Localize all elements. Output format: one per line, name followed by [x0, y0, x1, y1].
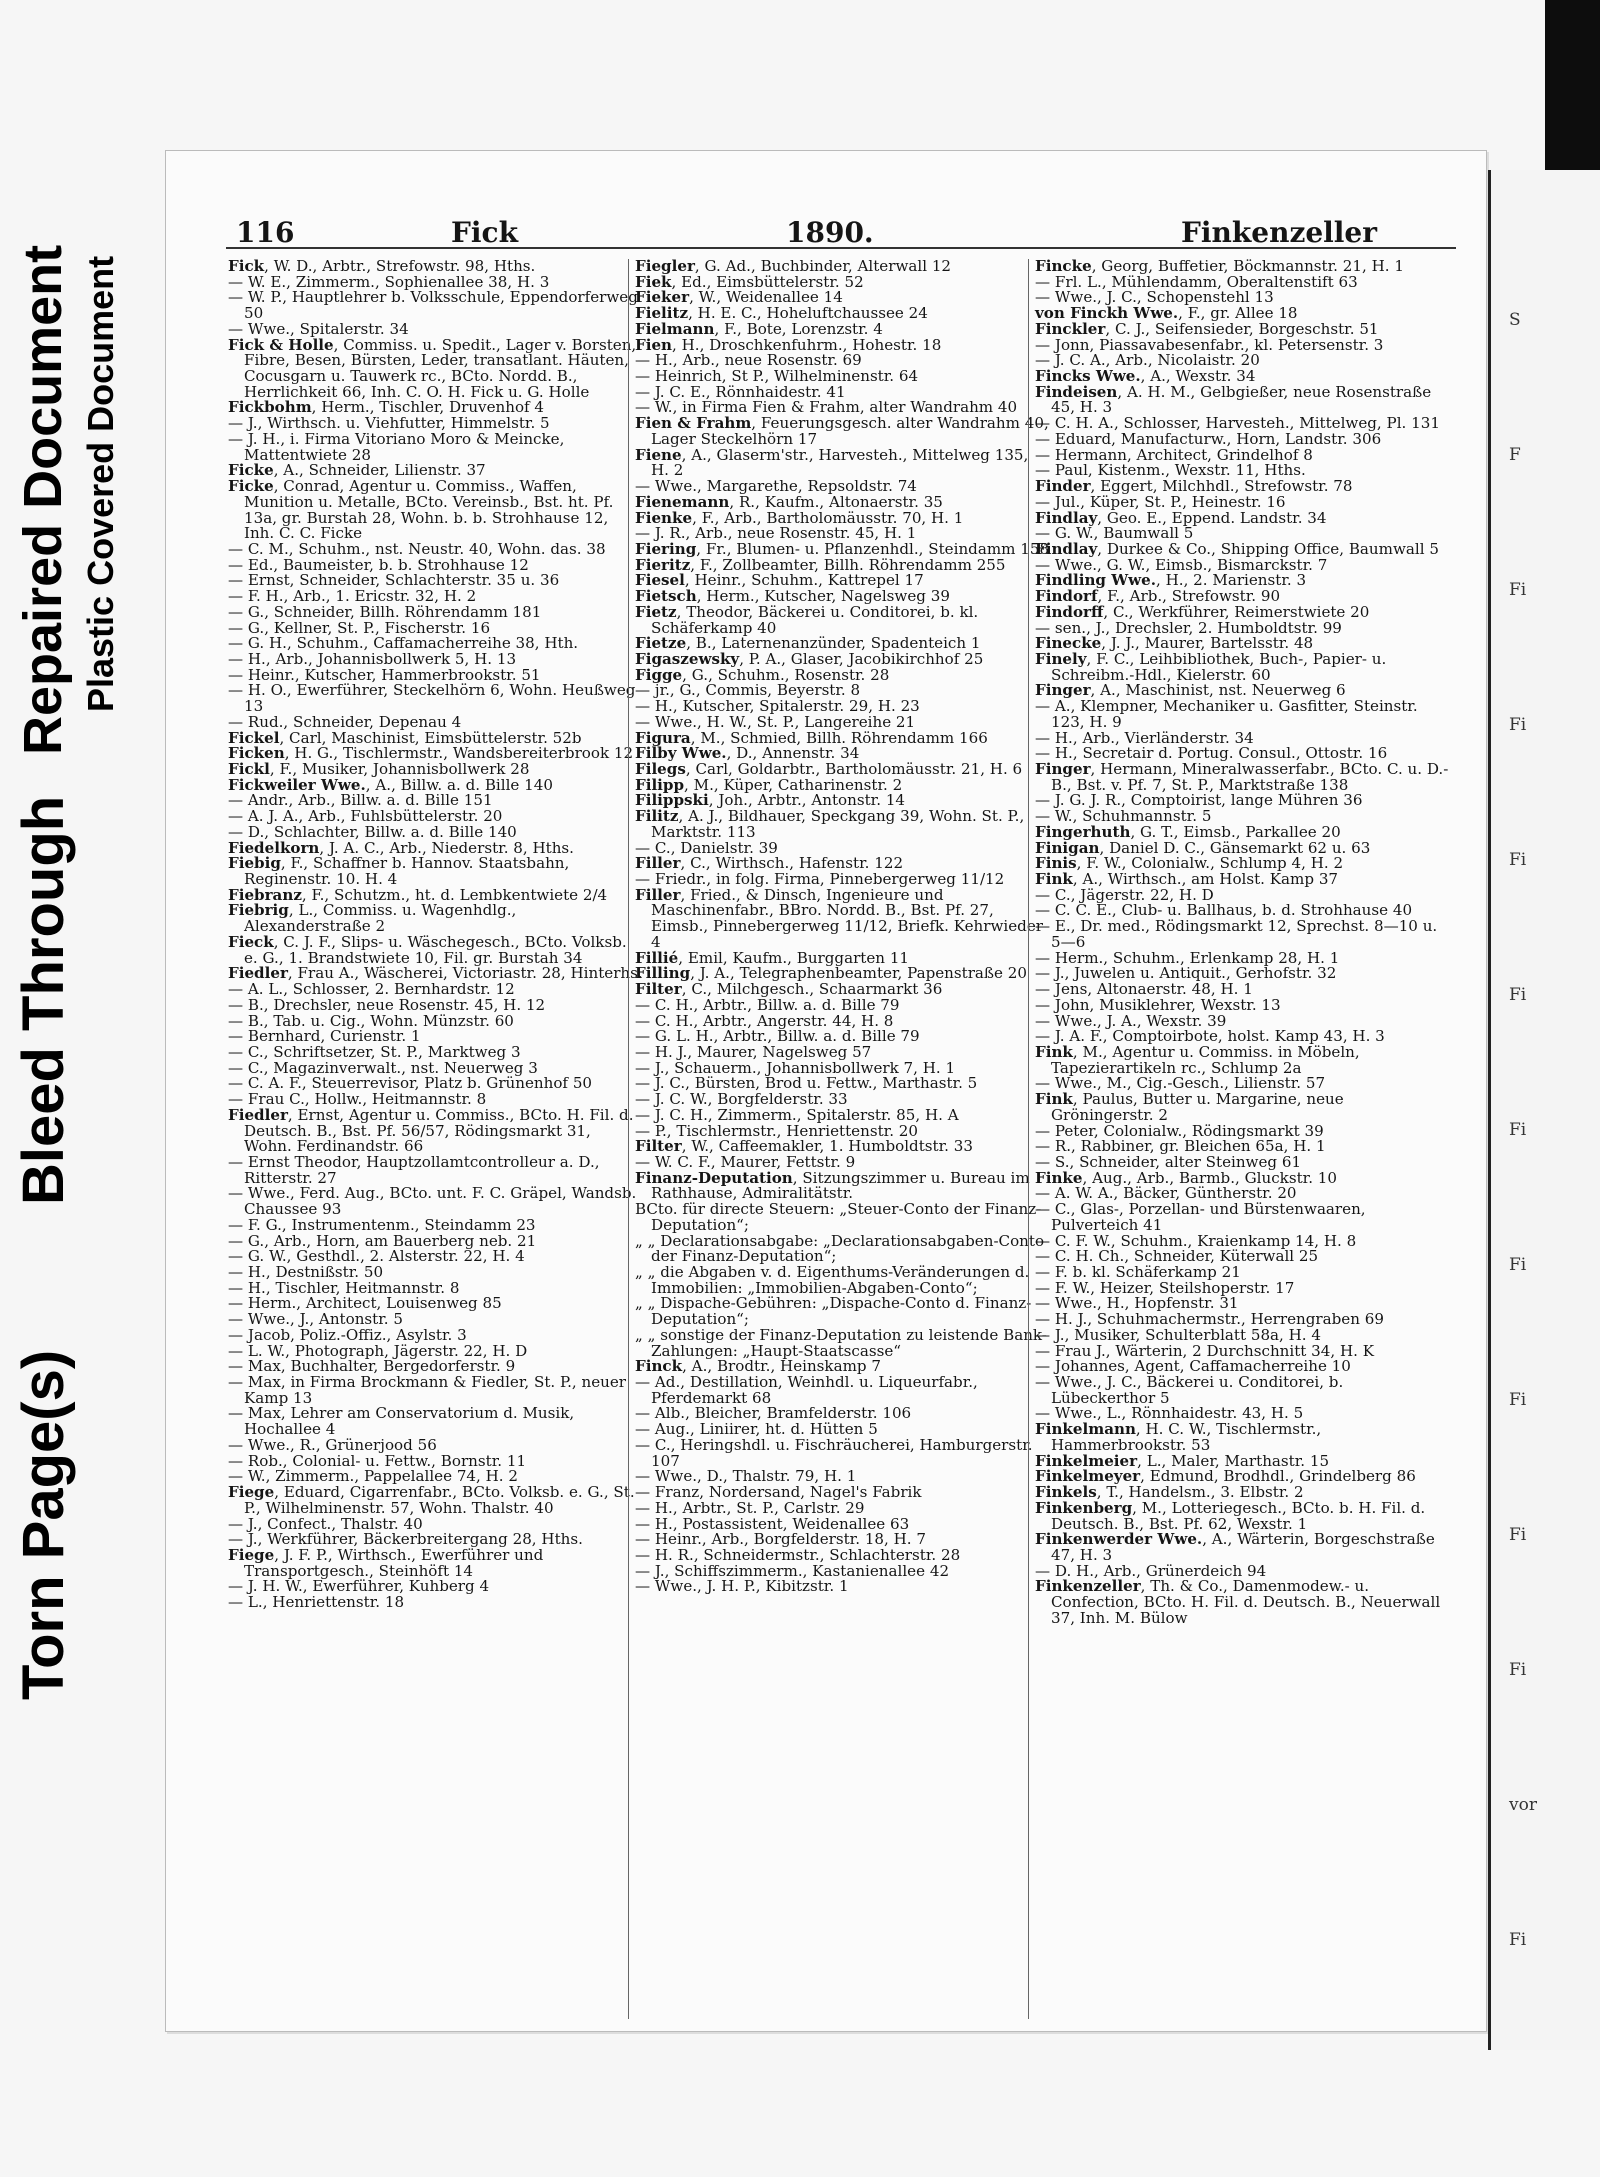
directory-entry: — Wwe., H. W., St. P., Langereihe 21: [635, 712, 916, 731]
directory-entry: — C., Heringshdl. u. Fischräucherei, Hamburgerstr. 107: [635, 1435, 1033, 1470]
repaired-document-label: Repaired Document: [13, 244, 73, 755]
directory-entry: Fingerhuth, G. T., Eimsb., Parkallee 20: [1035, 822, 1341, 841]
facing-page-fragment: vor: [1509, 1795, 1537, 1815]
directory-entry: — A. L., Schlosser, 2. Bernhardstr. 12: [228, 980, 515, 999]
page-header: [166, 216, 1486, 256]
directory-entry: — John, Musiklehrer, Wexstr. 13: [1035, 995, 1281, 1014]
directory-entry: Finkelmeier, L., Maler, Marthastr. 15: [1035, 1451, 1330, 1470]
directory-entry: — Peter, Colonialw., Rödingsmarkt 39: [1035, 1121, 1324, 1140]
directory-entry: Fieck, C. J. F., Slips- u. Wäschegesch., BCto. Volksb. e. G., 1. Brandstwiete 10, Fil. gr. Burstah 34: [228, 932, 627, 967]
directory-entry: — Ernst, Schneider, Schlachterstr. 35 u. 36: [228, 571, 560, 590]
facing-page-fragment: Fi: [1509, 985, 1527, 1005]
directory-entry: Fiege, Eduard, Cigarrenfabr., BCto. Volksb. e. G., St. P., Wilhelminenstr. 57, Wohn. Thalstr. 40: [228, 1483, 635, 1517]
directory-entry: — S., Schneider, alter Steinweg 61: [1035, 1152, 1302, 1171]
directory-entry: Finger, Hermann, Mineralwasserfabr., BCto. C. u. D.-B., Bst. v. Pf. 7, St. P., Marktstraße 138: [1035, 760, 1449, 794]
directory-entry: Finck, A., Brodtr., Heinskamp 7: [635, 1357, 881, 1376]
directory-entry: Fink, Paulus, Butter u. Margarine, neue Gröningerstr. 2: [1035, 1090, 1344, 1124]
directory-entry: — E., Dr. med., Rödingsmarkt 12, Sprechst. 8—10 u. 5—6: [1035, 917, 1438, 951]
directory-entry: — J. C. H., Zimmerm., Spitalerstr. 85, H. A: [635, 1105, 959, 1124]
directory-entry: „ „ Declarationsabgabe: „Declarationsabgaben-Conto der Finanz-Deputation“;: [635, 1231, 1045, 1266]
directory-entry: Fieritz, F., Zollbeamter, Billh. Röhrendamm 255: [635, 555, 1006, 574]
directory-entry: Fink, M., Agentur u. Commiss. in Möbeln, Tapezierartikeln rc., Schlump 2a: [1035, 1042, 1360, 1077]
directory-entry: Fiege, J. F. P., Wirthsch., Ewerführer und Transportgesch., Steinhöft 14: [228, 1545, 544, 1580]
directory-entry: — Eduard, Manufacturw., Horn, Landstr. 306: [1035, 429, 1382, 448]
directory-entry: — J., Schiffszimmerm., Kastanienallee 42: [635, 1561, 950, 1580]
directory-entry: — C., Glas-, Porzellan- und Bürstenwaaren, Pulverteich 41: [1035, 1200, 1366, 1234]
directory-entry: Filter, W., Caffeemakler, 1. Humboldtstr. 33: [635, 1137, 973, 1156]
directory-entry: Fienke, F., Arb., Bartholomäusstr. 70, H. 1: [635, 508, 964, 527]
directory-entry: — W. C. F., Maurer, Fettstr. 9: [635, 1152, 856, 1171]
directory-entry: Findlay, Geo. E., Eppend. Landstr. 34: [1035, 508, 1327, 527]
directory-entry: — L., Henriettenstr. 18: [228, 1593, 405, 1612]
directory-entry: von Finckh Wwe., F., gr. Allee 18: [1035, 304, 1298, 323]
directory-entry: — A., Klempner, Mechaniker u. Gasfitter, Steinstr. 123, H. 9: [1035, 697, 1418, 731]
plastic-covered-label: Plastic Covered Document: [80, 255, 121, 712]
directory-entry: — G. W., Baumwall 5: [1035, 524, 1194, 543]
directory-entry: Fiedler, Ernst, Agentur u. Commiss., BCto. H. Fil. d. Deutsch. B., Bst. Pf. 56/57, Rödingsmarkt 31, Wohn. Ferdinandstr. 66: [228, 1105, 634, 1156]
facing-page-fragment: Fi: [1509, 715, 1527, 735]
directory-entry: — B., Tab. u. Cig., Wohn. Münzstr. 60: [228, 1011, 514, 1030]
directory-entry: — F. W., Heizer, Steilshoperstr. 17: [1035, 1278, 1295, 1297]
directory-entry: Fickbohm, Herm., Tischler, Druvenhof 4: [228, 398, 545, 417]
directory-entry: — Wwe., R., Grünerjood 56: [228, 1435, 437, 1454]
directory-entry: — G. L. H., Arbtr., Billw. a. d. Bille 79: [635, 1027, 920, 1046]
directory-entry: — Max, Buchhalter, Bergedorferstr. 9: [228, 1357, 516, 1376]
directory-entry: — Ed., Baumeister, b. b. Strohhause 12: [228, 555, 529, 574]
directory-entry: Fien & Frahm, Feuerungsgesch. alter Wandrahm 40, Lager Steckelhörn 17: [635, 414, 1049, 448]
directory-entry: — C. H. Ch., Schneider, Küterwall 25: [1035, 1247, 1319, 1266]
directory-entry: — W., Zimmerm., Pappelallee 74, H. 2: [228, 1467, 518, 1486]
facing-page-fragment: Fi: [1509, 1255, 1527, 1275]
directory-entry: — J. C., Bürsten, Brod u. Fettw., Marthastr. 5: [635, 1074, 978, 1093]
directory-entry: Finis, F. W., Colonialw., Schlump 4, H. 2: [1035, 854, 1344, 873]
directory-entry: — Wwe., L., Rönnhaidestr. 43, H. 5: [1035, 1404, 1304, 1423]
directory-entry: Figaszewsky, P. A., Glaser, Jacobikirchhof 25: [635, 649, 984, 668]
header-first-name: Fick: [451, 216, 518, 249]
directory-entry: — G. H., Schuhm., Caffamacherreihe 38, Hth.: [228, 634, 579, 653]
directory-entry: — H., Secretair d. Portug. Consul., Ottostr. 16: [1035, 744, 1388, 763]
directory-entry: Finanz-Deputation, Sitzungszimmer u. Bureau im Rathhause, Admiralitätstr.: [635, 1168, 1030, 1203]
directory-entry: — H. O., Ewerführer, Steckelhörn 6, Wohn. Heußweg 13: [228, 681, 636, 716]
directory-entry: Fiedelkorn, J. A. C., Arb., Niederstr. 8, Hths.: [228, 838, 574, 857]
directory-entry: — Wwe., G. W., Eimsb., Bismarckstr. 7: [1035, 555, 1328, 574]
directory-entry: Fincke, Georg, Buffetier, Böckmannstr. 21, H. 1: [1035, 259, 1404, 275]
directory-entry: — Wwe., J. H. P., Kibitzstr. 1: [635, 1577, 849, 1596]
directory-entry: — Heinr., Arb., Borgfelderstr. 18, H. 7: [635, 1530, 926, 1549]
directory-entry: — C. H. A., Schlosser, Harvesteh., Mittelweg, Pl. 131: [1035, 414, 1440, 433]
directory-entry: — Friedr., in folg. Firma, Pinnebergerweg 11/12: [635, 870, 1005, 889]
directory-entry: Fick, W. D., Arbtr., Strefowstr. 98, Hths.: [228, 259, 536, 275]
directory-entry: — G., Kellner, St. P., Fischerstr. 16: [228, 618, 491, 637]
directory-entry: Finkenwerder Wwe., A., Wärterin, Borgeschstraße 47, H. 3: [1035, 1530, 1435, 1564]
facing-page-fragment: Fi: [1509, 1930, 1527, 1950]
directory-entry: — A. W. A., Bäcker, Güntherstr. 20: [1035, 1184, 1297, 1203]
directory-entry: Fincks Wwe., A., Wexstr. 34: [1035, 367, 1256, 386]
header-last-name: Finkenzeller: [1181, 216, 1377, 249]
facing-page-fragment: S: [1509, 310, 1521, 330]
directory-entry: Fiesel, Heinr., Schuhm., Kattrepel 17: [635, 571, 924, 590]
directory-entry: „ „ sonstige der Finanz-Deputation zu leistende Bank-Zahlungen: „Haupt-Staatscasse“: [635, 1325, 1047, 1360]
directory-entry: — C. M., Schuhm., nst. Neustr. 40, Wohn. das. 38: [228, 539, 606, 558]
directory-entry: Ficke, A., Schneider, Lilienstr. 37: [228, 461, 486, 480]
directory-entry: Finely, F. C., Leihbibliothek, Buch-, Papier- u. Schreibm.-Hdl., Kielerstr. 60: [1035, 649, 1387, 684]
directory-entry: Ficken, H. G., Tischlermstr., Wandsbereiterbrook 12: [228, 744, 634, 763]
directory-entry: — R., Rabbiner, gr. Bleichen 65a, H. 1: [1035, 1137, 1326, 1156]
directory-page: [165, 150, 1487, 2032]
directory-entry: BCto. für directe Steuern: „Steuer-Conto der Finanz-Deputation“;: [635, 1200, 1042, 1234]
directory-entry: Fiering, Fr., Blumen- u. Pflanzenhdl., Steindamm 158: [635, 539, 1050, 558]
facing-page-edge: [1488, 170, 1600, 2050]
directory-entry: — Wwe., Margarethe, Repsoldstr. 74: [635, 477, 917, 496]
directory-entry: — J., Werkführer, Bäckerbreitergang 28, Hths.: [228, 1530, 583, 1549]
directory-entry: — Johannes, Agent, Caffamacherreihe 10: [1035, 1357, 1351, 1376]
directory-entry: Filegs, Carl, Goldarbtr., Bartholomäusstr. 21, H. 6: [635, 760, 1023, 778]
directory-entry: „ „ Dispache-Gebühren: „Dispache-Conto d. Finanz-Deputation“;: [635, 1294, 1032, 1329]
directory-entry: — Wwe., M., Cig.-Gesch., Lilienstr. 57: [1035, 1074, 1326, 1093]
facing-page-fragment: F: [1509, 445, 1521, 465]
facing-page-fragment: Fi: [1509, 850, 1527, 870]
directory-entry: — J. C. A., Arb., Nicolaistr. 20: [1035, 351, 1260, 370]
header-year: 1890.: [786, 216, 874, 249]
directory-entry: — J. C. E., Rönnhaidestr. 41: [635, 382, 846, 401]
directory-entry: Fickweiler Wwe., A., Billw. a. d. Bille 140: [228, 775, 553, 794]
bleed-through-label: Bleed Through: [11, 795, 76, 1205]
directory-entry: — F. H., Arb., 1. Ericstr. 32, H. 2: [228, 587, 477, 606]
directory-entry: Filippski, Joh., Arbtr., Antonstr. 14: [635, 791, 906, 810]
facing-page-fragment: Fi: [1509, 1120, 1527, 1140]
directory-entry: — H. J., Schuhmachermstr., Herrengraben 69: [1035, 1310, 1384, 1329]
directory-entry: — G., Schneider, Billh. Röhrendamm 181: [228, 602, 542, 621]
directory-entry: Fielitz, H. E. C., Hoheluftchaussee 24: [635, 304, 928, 323]
directory-entry: — Bernhard, Curienstr. 1: [228, 1027, 421, 1046]
directory-entry: — J., Juwelen u. Antiquit., Gerhofstr. 32: [1035, 964, 1337, 983]
directory-entry: — J., Musiker, Schulterblatt 58a, H. 4: [1035, 1325, 1321, 1344]
facing-page-fragment: Fi: [1509, 580, 1527, 600]
directory-entry: — P., Tischlermstr., Henriettenstr. 20: [635, 1121, 918, 1140]
directory-entry: — Wwe., J. A., Wexstr. 39: [1035, 1011, 1227, 1030]
directory-entry: — Wwe., J., Antonstr. 5: [228, 1310, 403, 1329]
directory-entry: — jr., G., Commis, Beyerstr. 8: [635, 681, 861, 700]
directory-entry: Fiebrig, L., Commiss. u. Wagenhdlg., Alexanderstraße 2: [228, 901, 517, 936]
directory-entry: — J., Schauerm., Johannisbollwerk 7, H. 1: [635, 1058, 956, 1077]
directory-entry: Fiegler, G. Ad., Buchbinder, Alterwall 12: [635, 259, 952, 275]
directory-entry: Fiek, Ed., Eimsbüttelerstr. 52: [635, 272, 864, 291]
directory-entry: Fietze, B., Laternenanzünder, Spadenteich 1: [635, 634, 981, 653]
directory-entry: — C. A. F., Steuerrevisor, Platz b. Grünenhof 50: [228, 1074, 593, 1093]
facing-page-fragment: Fi: [1509, 1390, 1527, 1410]
directory-entry: Finkels, T., Handelsm., 3. Elbstr. 2: [1035, 1483, 1304, 1502]
directory-entry: — J. H. W., Ewerführer, Kuhberg 4: [228, 1577, 490, 1596]
directory-entry: — Heinrich, St P., Wilhelminenstr. 64: [635, 367, 919, 386]
directory-entry: Ficke, Conrad, Agentur u. Commiss., Waffen, Munition u. Metalle, BCto. Vereinsb., Bst. ht. Pf. 13a, gr. Burstah 28, Wohn. b. b. Strohhause 12, Inh. C. C. Ficke: [228, 477, 614, 543]
directory-entry: Figura, M., Schmied, Billh. Röhrendamm 166: [635, 728, 988, 747]
directory-entry: Finckler, C. J., Seifensieder, Borgeschstr. 51: [1035, 319, 1379, 338]
directory-entry: — Herm., Schuhm., Erlenkamp 28, H. 1: [1035, 948, 1340, 967]
column-3: [1028, 259, 1450, 2019]
directory-entry: — Herm., Architect, Louisenweg 85: [228, 1294, 502, 1313]
directory-entry: — Wwe., Spitalerstr. 34: [228, 319, 409, 338]
directory-entry: — B., Drechsler, neue Rosenstr. 45, H. 12: [228, 995, 546, 1014]
directory-entry: — Wwe., J. C., Schopenstehl 13: [1035, 288, 1274, 307]
directory-entry: — Max, Lehrer am Conservatorium d. Musik, Hochallee 4: [228, 1404, 575, 1439]
directory-entry: — Jacob, Poliz.-Offiz., Asylstr. 3: [228, 1325, 467, 1344]
directory-entry: — Hermann, Architect, Grindelhof 8: [1035, 445, 1313, 464]
directory-entry: „ „ die Abgaben v. d. Eigenthums-Veränderungen d. Immobilien: „Immobilien-Abgaben-Conto“;: [635, 1263, 1030, 1297]
directory-entry: Findorff, C., Werkführer, Reimerstwiete 20: [1035, 602, 1370, 621]
directory-entry: Filitz, A. J., Bildhauer, Speckgang 39, Wohn. St. P., Marktstr. 113: [635, 807, 1025, 841]
directory-entry: — J. H., i. Firma Vitoriano Moro & Meincke, Mattentwiete 28: [228, 429, 565, 464]
directory-entry: — C. H., Arbtr., Billw. a. d. Bille 79: [635, 995, 900, 1014]
directory-entry: — W. E., Zimmerm., Sophienallee 38, H. 3: [228, 272, 550, 291]
directory-entry: Filler, C., Wirthsch., Hafenstr. 122: [635, 854, 904, 873]
directory-entry: — Frau J., Wärterin, 2 Durchschnitt 34, H. K: [1035, 1341, 1374, 1360]
directory-entry: — H., Kutscher, Spitalerstr. 29, H. 23: [635, 697, 920, 716]
column-1: [228, 259, 643, 2019]
directory-entry: — C., Magazinverwalt., nst. Neuerweg 3: [228, 1058, 538, 1077]
directory-entry: — H., Arb., Vierländerstr. 34: [1035, 728, 1254, 747]
directory-entry: Findling Wwe., H., 2. Marienstr. 3: [1035, 571, 1307, 590]
directory-entry: — C. H., Arbtr., Angerstr. 44, H. 8: [635, 1011, 894, 1030]
directory-entry: — Heinr., Kutscher, Hammerbrookstr. 51: [228, 665, 541, 684]
directory-entry: — A. J. A., Arb., Fuhlsbüttelerstr. 20: [228, 807, 503, 826]
directory-entry: — Wwe., D., Thalstr. 79, H. 1: [635, 1467, 857, 1486]
directory-entry: — J. R., Arb., neue Rosenstr. 45, H. 1: [635, 524, 917, 543]
directory-entry: — Rud., Schneider, Depenau 4: [228, 712, 462, 731]
header-rule: [226, 247, 1456, 249]
directory-entry: Finke, Aug., Arb., Barmb., Gluckstr. 10: [1035, 1168, 1337, 1187]
directory-entry: Finder, Eggert, Milchhdl., Strefowstr. 78: [1035, 477, 1353, 496]
directory-entry: Fieker, W., Weidenallee 14: [635, 288, 843, 307]
directory-entry: — Andr., Arb., Billw. a. d. Bille 151: [228, 791, 493, 810]
directory-entry: — J. C. W., Borgfelderstr. 33: [635, 1090, 848, 1109]
directory-entry: — Jul., Küper, St. P., Heinestr. 16: [1035, 492, 1286, 511]
directory-entry: Finkenzeller, Th. & Co., Damenmodew.- u. Confection, BCto. H. Fil. d. Deutsch. B., Neuerwall 37, Inh. M. Bülow: [1035, 1577, 1441, 1627]
directory-entry: Finecke, J. J., Maurer, Bartelsstr. 48: [1035, 634, 1314, 653]
directory-entry: — Jonn, Piassavabesenfabr., kl. Petersenstr. 3: [1035, 335, 1384, 354]
directory-entry: Figge, G., Schuhm., Rosenstr. 28: [635, 665, 890, 684]
directory-entry: Filler, Fried., & Dinsch, Ingenieure und Maschinenfabr., BBro. Nordd. B., Bst. Pf. 27, Eimsb., Pinnebergerweg 11/12, Briefk. Kehrwieder 4: [635, 885, 1043, 951]
directory-entry: — Aug., Liniirer, ht. d. Hütten 5: [635, 1420, 878, 1439]
directory-entry: — Jens, Altonaerstr. 48, H. 1: [1035, 980, 1253, 999]
directory-entry: Filter, C., Milchgesch., Schaarmarkt 36: [635, 980, 943, 999]
column-2: [628, 259, 1050, 2019]
directory-entry: — Wwe., J. C., Bäckerei u. Conditorei, b. Lübeckerthor 5: [1035, 1373, 1344, 1407]
directory-entry: — Rob., Colonial- u. Fettw., Bornstr. 11: [228, 1451, 527, 1470]
directory-entry: — C., Jägerstr. 22, H. D: [1035, 885, 1214, 904]
directory-entry: Finkelmeyer, Edmund, Brodhdl., Grindelberg 86: [1035, 1467, 1416, 1486]
directory-entry: — W., Schuhmannstr. 5: [1035, 807, 1212, 826]
directory-entry: — C. C. E., Club- u. Ballhaus, b. d. Strohhause 40: [1035, 901, 1413, 920]
directory-entry: — J., Wirthsch. u. Viehfutter, Himmelstr. 5: [228, 414, 550, 433]
directory-entry: Fickl, F., Musiker, Johannisbollwerk 28: [228, 760, 530, 778]
directory-entry: Fietz, Theodor, Bäckerei u. Conditorei, b. kl. Schäferkamp 40: [635, 602, 979, 637]
directory-entry: — sen., J., Drechsler, 2. Humboldtstr. 99: [1035, 618, 1342, 637]
directory-entry: — Ernst Theodor, Hauptzollamtcontrolleur a. D., Ritterstr. 27: [228, 1152, 600, 1187]
directory-entry: — F. b. kl. Schäferkamp 21: [1035, 1263, 1241, 1281]
facing-page-fragment: Fi: [1509, 1660, 1527, 1680]
directory-entry: — Ad., Destillation, Weinhdl. u. Liqueurfabr., Pferdemarkt 68: [635, 1373, 978, 1407]
directory-entry: Fick & Holle, Commiss. u. Spedit., Lager v. Borsten, Fibre, Besen, Bürsten, Leder, transatlant. Häuten, Cocusgarn u. Tauwerk rc., BCto. Nordd. B., Herrlichkeit 66, Inh. C. O. H. Fick u. G. Holle: [228, 335, 637, 401]
directory-entry: — C. F. W., Schuhm., Kraienkamp 14, H. 8: [1035, 1231, 1357, 1250]
directory-entry: — H. R., Schneidermstr., Schlachterstr. 28: [635, 1545, 961, 1564]
directory-entry: Fielmann, F., Bote, Lorenzstr. 4: [635, 319, 883, 338]
directory-entry: — D., Schlachter, Billw. a. d. Bille 140: [228, 822, 517, 841]
scanner-edge: [1545, 0, 1600, 170]
directory-entry: Fienemann, R., Kaufm., Altonaerstr. 35: [635, 492, 943, 511]
directory-entry: Finkenberg, M., Lotteriegesch., BCto. b. H. Fil. d. Deutsch. B., Bst. Pf. 62, Wexstr. 1: [1035, 1498, 1426, 1533]
directory-entry: — C., Danielstr. 39: [635, 838, 778, 857]
directory-entry: — D. H., Arb., Grünerdeich 94: [1035, 1561, 1267, 1580]
directory-entry: — J. G. J. R., Comptoirist, lange Mühren 36: [1035, 791, 1363, 810]
directory-entry: Fink, A., Wirthsch., am Holst. Kamp 37: [1035, 870, 1339, 889]
directory-entry: Fiebranz, F., Schutzm., ht. d. Lembkentwiete 2/4: [228, 885, 608, 904]
directory-entry: — Frl. L., Mühlendamm, Oberaltenstift 63: [1035, 272, 1358, 291]
directory-entry: — H., Arbtr., St. P., Carlstr. 29: [635, 1498, 865, 1517]
directory-entry: — H., Postassistent, Weidenallee 63: [635, 1514, 910, 1533]
directory-entry: Finkelmann, H. C. W., Tischlermstr., Hammerbrookstr. 53: [1035, 1420, 1322, 1454]
directory-entry: — Franz, Nordersand, Nagel's Fabrik: [635, 1483, 922, 1502]
facing-page-fragment: Fi: [1509, 1525, 1527, 1545]
directory-entry: — H., Destnißstr. 50: [228, 1263, 384, 1281]
page-number: 116: [236, 216, 295, 249]
directory-entry: Fien, H., Droschkenfuhrm., Hohestr. 18: [635, 335, 942, 354]
directory-entry: — C., Schriftsetzer, St. P., Marktweg 3: [228, 1042, 521, 1061]
directory-entry: — W., in Firma Fien & Frahm, alter Wandrahm 40: [635, 398, 1018, 417]
directory-entry: — Alb., Bleicher, Bramfelderstr. 106: [635, 1404, 912, 1423]
directory-entry: — Paul, Kistenm., Wexstr. 11, Hths.: [1035, 461, 1306, 480]
directory-entry: Fiedler, Frau A., Wäscherei, Victoriastr. 28, Hinterhs.: [228, 964, 643, 983]
directory-entry: Finger, A., Maschinist, nst. Neuerweg 6: [1035, 681, 1346, 700]
directory-entry: — L. W., Photograph, Jägerstr. 22, H. D: [228, 1341, 528, 1360]
directory-entry: — H., Arb., neue Rosenstr. 69: [635, 351, 862, 370]
directory-entry: — G. W., Gesthdl., 2. Alsterstr. 22, H. 4: [228, 1247, 525, 1266]
directory-entry: Filipp, M., Küper, Catharinenstr. 2: [635, 775, 903, 794]
directory-entry: Findeisen, A. H. M., Gelbgießer, neue Rosenstraße 45, H. 3: [1035, 382, 1432, 417]
directory-entry: — Frau C., Hollw., Heitmannstr. 8: [228, 1090, 487, 1109]
directory-entry: — J., Confect., Thalstr. 40: [228, 1514, 423, 1533]
directory-entry: Fiebig, F., Schaffner b. Hannov. Staatsbahn, Reginenstr. 10. H. 4: [228, 854, 570, 889]
torn-pages-label: Torn Page(s): [11, 1349, 76, 1700]
directory-entry: Findorf, F., Arb., Strefowstr. 90: [1035, 587, 1281, 606]
directory-entry: — Wwe., H., Hopfenstr. 31: [1035, 1294, 1239, 1313]
directory-entry: Finigan, Daniel D. C., Gänsemarkt 62 u. 63: [1035, 838, 1371, 857]
directory-entry: — H., Tischler, Heitmannstr. 8: [228, 1278, 460, 1297]
directory-entry: Fillié, Emil, Kaufm., Burggarten 11: [635, 948, 910, 967]
directory-entry: — G., Arb., Horn, am Bauerberg neb. 21: [228, 1231, 537, 1250]
directory-entry: Filby Wwe., D., Annenstr. 34: [635, 744, 860, 763]
directory-entry: — J. A. F., Comptoirbote, holst. Kamp 43, H. 3: [1035, 1027, 1385, 1046]
directory-entry: — W. P., Hauptlehrer b. Volksschule, Eppendorferweg 50: [228, 288, 638, 323]
directory-entry: Filling, J. A., Telegraphenbeamter, Papenstraße 20: [635, 964, 1027, 983]
directory-entry: — Wwe., Ferd. Aug., BCto. unt. F. C. Gräpel, Wandsb. Chaussee 93: [228, 1184, 637, 1219]
directory-entry: Fiene, A., Glaserm'str., Harvesteh., Mittelweg 135, H. 2: [635, 445, 1029, 480]
directory-entry: Fickel, Carl, Maschinist, Eimsbüttelerstr. 52b: [228, 728, 582, 747]
directory-entry: — H. J., Maurer, Nagelsweg 57: [635, 1042, 872, 1061]
directory-entry: — Max, in Firma Brockmann & Fiedler, St. P., neuer Kamp 13: [228, 1373, 627, 1407]
directory-entry: — F. G., Instrumentenm., Steindamm 23: [228, 1215, 536, 1234]
directory-entry: Findlay, Durkee & Co., Shipping Office, Baumwall 5: [1035, 539, 1439, 558]
directory-entry: Fietsch, Herm., Kutscher, Nagelsweg 39: [635, 587, 950, 606]
directory-entry: — H., Arb., Johannisbollwerk 5, H. 13: [228, 649, 517, 668]
